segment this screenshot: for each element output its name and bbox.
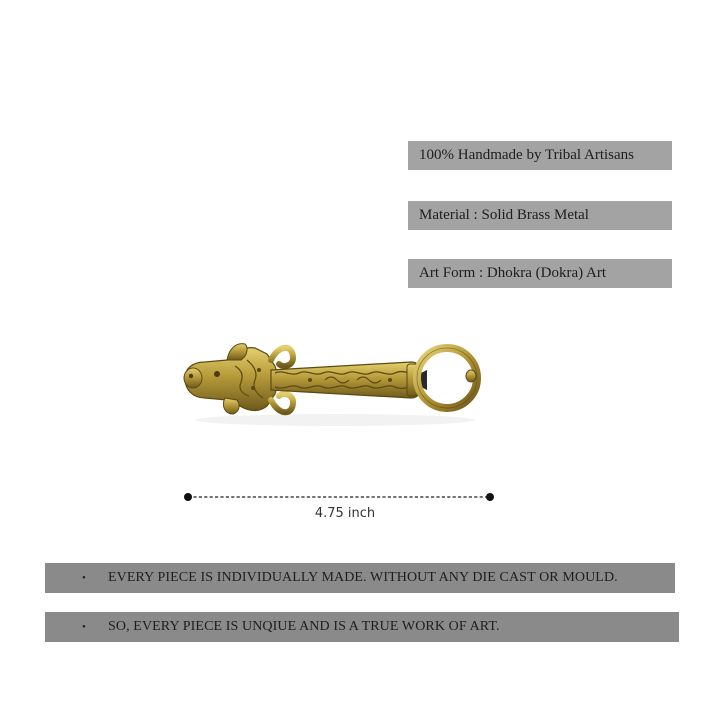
note-text: EVERY PIECE IS INDIVIDUALLY MADE. WITHOUT ANY DIE CAST OR MOULD. xyxy=(108,570,618,585)
feature-tag-handmade xyxy=(408,141,672,170)
dimension-label: 4.75 inch xyxy=(314,506,376,521)
opener-head xyxy=(184,344,279,414)
dimension-line xyxy=(180,488,500,508)
feature-tag-art-form xyxy=(408,259,672,288)
feature-tag-material xyxy=(408,201,672,230)
feature-tag-label: Art Form : Dhokra (Dokra) Art xyxy=(419,265,607,281)
bullet-icon: • xyxy=(82,621,86,633)
bullet-icon: • xyxy=(82,572,86,584)
feature-tag-label: 100% Handmade by Tribal Artisans xyxy=(419,147,634,163)
brass-opener-illustration xyxy=(175,330,495,430)
feature-tag-label: Material : Solid Brass Metal xyxy=(419,207,589,223)
opener-handle xyxy=(271,362,421,398)
note-text: SO, EVERY PIECE IS UNQIUE AND IS A TRUE WORK OF ART. xyxy=(108,619,500,634)
note-bar-die-cast xyxy=(45,563,675,593)
note-bar-unique xyxy=(45,612,679,642)
brass-opener-image xyxy=(175,330,495,430)
dimension-endpoint-left xyxy=(184,493,192,501)
dimension-indicator xyxy=(180,488,500,528)
dimension-endpoint-right xyxy=(486,493,494,501)
